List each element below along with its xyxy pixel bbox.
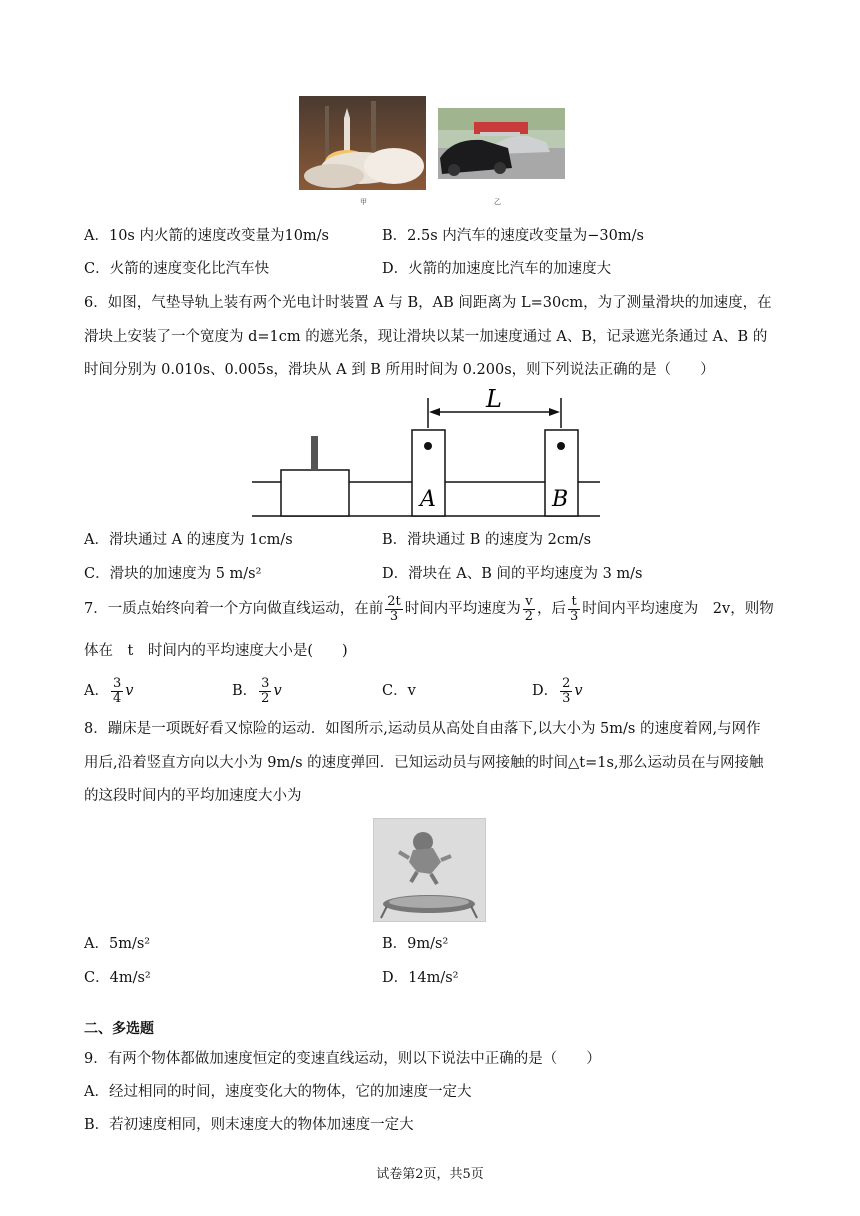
distance-l-label: L bbox=[486, 388, 502, 413]
q8-option-a: A．5m/s² bbox=[84, 936, 151, 952]
car-photo bbox=[438, 108, 565, 179]
q6-option-c: C．滑块的加速度为 5 m/s² bbox=[84, 566, 262, 582]
q7-option-c: C．v bbox=[382, 683, 416, 699]
section-title-multiple-choice: 二、多选题 bbox=[84, 1021, 154, 1037]
q5-option-a: A．10s 内火箭的速度改变量为10m/s bbox=[84, 228, 329, 244]
fraction-2t-3: $\frac{2t}{3}$ bbox=[387, 593, 401, 624]
air-track-diagram bbox=[250, 388, 606, 518]
q6-option-b: B．滑块通过 B 的速度为 2cm/s bbox=[382, 532, 592, 548]
q8-stem-line-3: 的这段时间内的平均加速度大小为 bbox=[84, 788, 302, 804]
q6-stem-line-2: 滑块上安装了一个宽度为 d=1cm 的遮光条，现让滑块以某一加速度通过 A、B，记录遮光条通过 A、B 的 bbox=[84, 329, 768, 345]
q6-option-a: A．滑块通过 A 的速度为 1cm/s bbox=[84, 532, 293, 548]
q8-stem-line-2: 用后,沿着竖直方向以大小为 9m/s 的速度弹回．已知运动员与网接触的时间△t=1s,那么运动员在与网接触 bbox=[84, 755, 764, 771]
car-photo-caption: 乙 bbox=[494, 198, 501, 206]
q6-stem-line-3: 时间分别为 0.010s、0.005s，滑块从 A 到 B 所用时间为 0.200s，则下列说法正确的是（ ） bbox=[84, 362, 715, 378]
rocket-launch-photo bbox=[299, 96, 426, 190]
q8-stem-line-1: 8．蹦床是一项既好看又惊险的运动．如图所示,运动员从高处自由落下,以大小为 5m/s 的速度着网,与网作 bbox=[84, 721, 761, 737]
q8-option-b: B．9m/s² bbox=[382, 936, 449, 952]
gate-b-label: B bbox=[552, 487, 569, 512]
q9-option-a: A．经过相同的时间，速度变化大的物体，它的加速度一定大 bbox=[84, 1084, 472, 1100]
q7-option-d: D． $\frac{2}{3}$ v bbox=[532, 675, 583, 706]
q7-option-b: B． $\frac{3}{2}$ v bbox=[232, 675, 282, 706]
q5-option-c: C．火箭的速度变化比汽车快 bbox=[84, 261, 270, 277]
gate-a-label: A bbox=[420, 487, 436, 512]
q5-option-b: B．2.5s 内汽车的速度改变量为−30m/s bbox=[382, 228, 644, 244]
q6-option-d: D．滑块在 A、B 间的平均速度为 3 m/s bbox=[382, 566, 643, 582]
q7-option-a: A． $\frac{3}{4}$ v bbox=[84, 675, 134, 706]
fraction-v-2: $\frac{v}{2}$ bbox=[524, 593, 534, 624]
q9-stem: 9．有两个物体都做加速度恒定的变速直线运动，则以下说法中正确的是（ ） bbox=[84, 1051, 601, 1067]
q9-option-b: B．若初速度相同，则末速度大的物体加速度一定大 bbox=[84, 1117, 414, 1133]
rocket-photo-caption: 甲 bbox=[360, 198, 367, 206]
q7-stem-line-1: 7．一质点始终向着一个方向做直线运动，在前 $\frac{2t}{3}$ 时间内平均速度为 $\frac{v}{2}$ ，后 $\frac{t}{3}$ 时间内平均速度为 2v，则物 bbox=[84, 593, 774, 624]
q6-stem-line-1: 6．如图，气垫导轨上装有两个光电计时装置 A 与 B，AB 间距离为 L=30cm，为了测量滑块的加速度，在 bbox=[84, 295, 772, 311]
q8-option-c: C．4m/s² bbox=[84, 970, 151, 986]
q5-option-d: D．火箭的加速度比汽车的加速度大 bbox=[382, 261, 612, 277]
page-footer: 试卷第2页，共5页 bbox=[376, 1167, 484, 1182]
q8-option-d: D．14m/s² bbox=[382, 970, 459, 986]
q7-stem-line-2: 体在 t 时间内的平均速度大小是( ) bbox=[84, 643, 348, 659]
fraction-t-3: $\frac{t}{3}$ bbox=[570, 593, 579, 624]
trampoline-photo bbox=[373, 818, 486, 922]
